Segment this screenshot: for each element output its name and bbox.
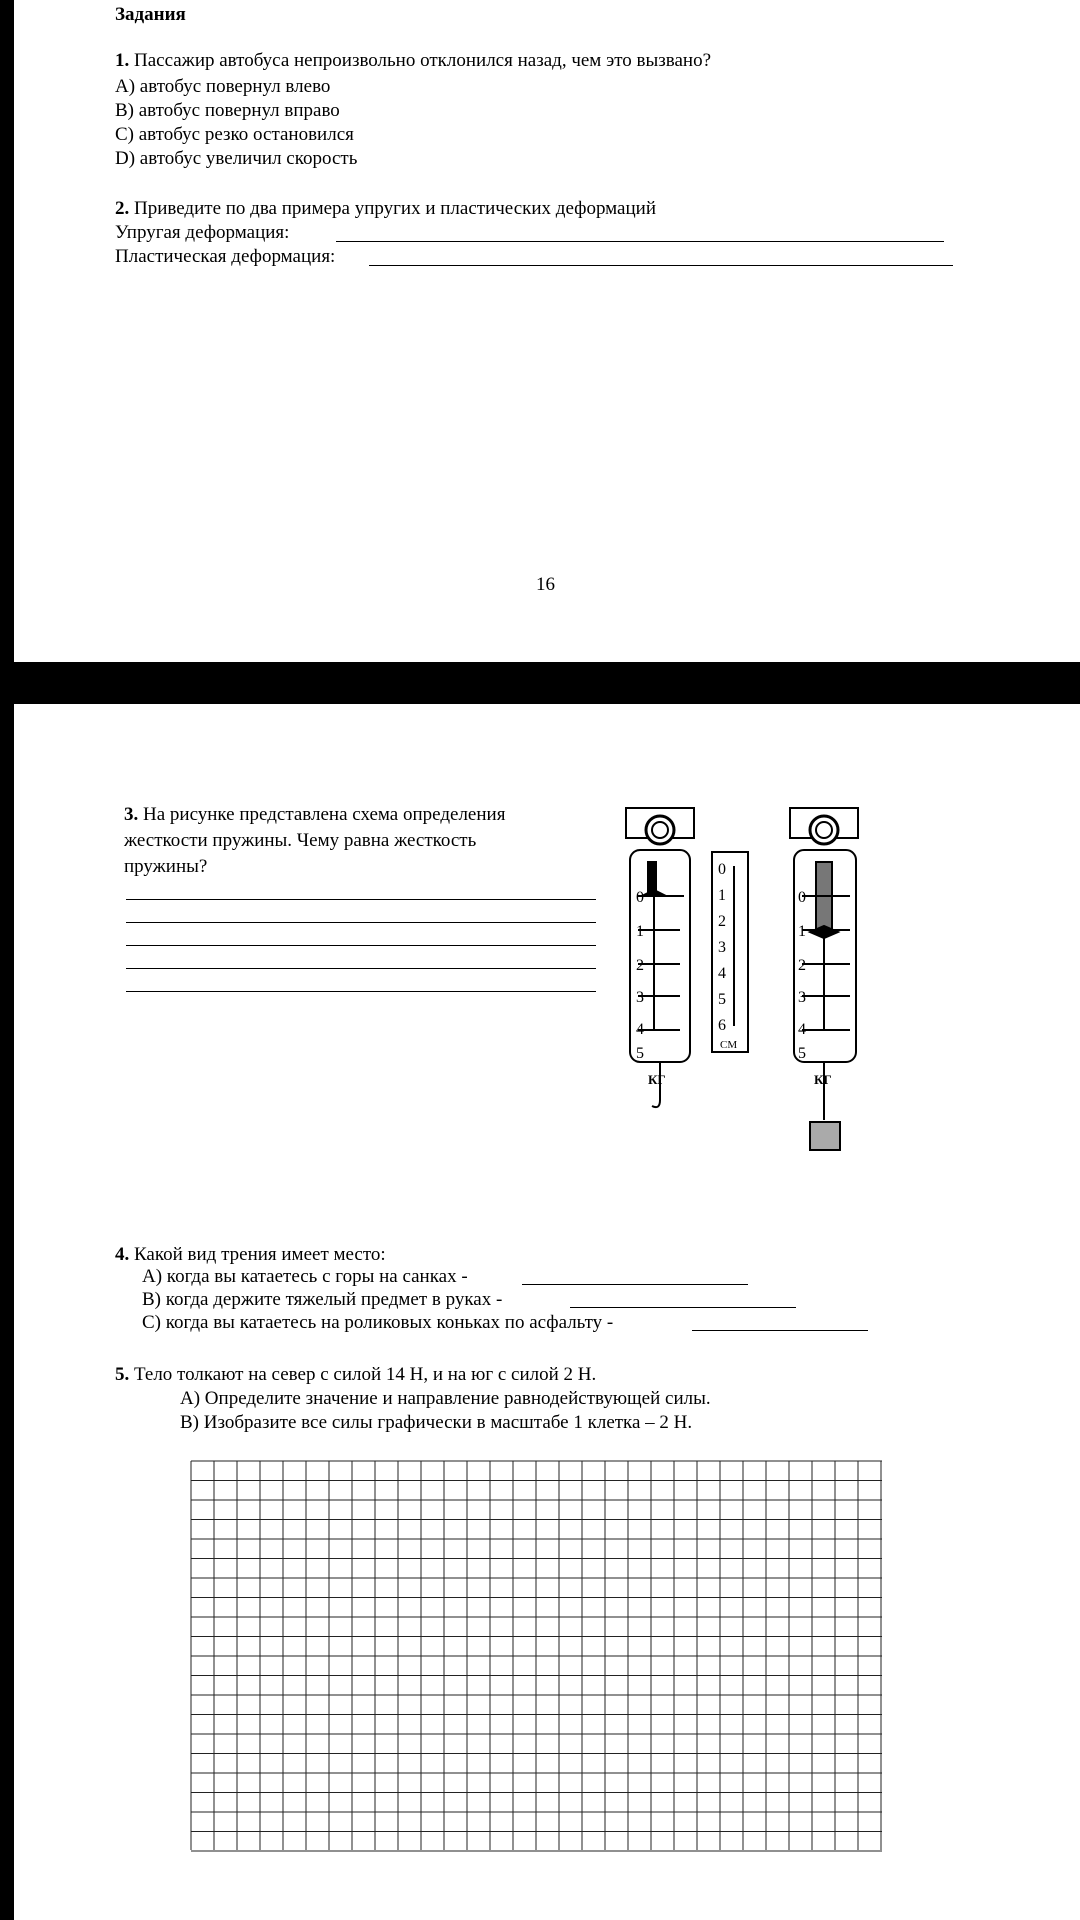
plastic-deformation-label: Пластическая деформация: (115, 246, 336, 267)
ruler-1: 1 (718, 887, 726, 904)
elastic-deformation-label: Упругая деформация: (115, 222, 290, 243)
elastic-deformation-row (115, 222, 289, 244)
question-2-number: 2. (115, 198, 130, 219)
question-3-line-1 (124, 804, 505, 826)
right-scale-1: 1 (798, 923, 806, 940)
left-scale-3: 3 (636, 989, 644, 1006)
left-spring (648, 862, 656, 892)
right-scale-3: 3 (798, 989, 806, 1006)
plastic-deformation-row (115, 246, 335, 268)
question-1-number: 1. (115, 50, 130, 71)
elastic-answer-line[interactable] (336, 241, 944, 242)
question-2 (115, 198, 656, 220)
left-scale-1: 1 (636, 923, 644, 940)
graph-paper-grid[interactable] (190, 1460, 884, 1852)
question-5-number: 5. (115, 1364, 130, 1385)
spring-scale-figure (614, 804, 874, 1164)
question-5 (115, 1364, 596, 1386)
ruler-3: 3 (718, 939, 726, 956)
question-3-answer-line-3[interactable] (126, 945, 596, 946)
right-scale-5: 5 (798, 1045, 806, 1062)
question-3-number: 3. (124, 804, 139, 825)
right-scale-0: 0 (798, 889, 806, 906)
question-3-answer-line-2[interactable] (126, 922, 596, 923)
question-1 (115, 50, 711, 72)
question-1-option-c: С) автобус резко остановился (115, 124, 354, 145)
worksheet-page-2 (14, 704, 1080, 1920)
ruler-5: 5 (718, 991, 726, 1008)
left-unit-kg: КГ (648, 1072, 666, 1087)
ruler-4: 4 (718, 965, 726, 982)
ruler-2: 2 (718, 913, 726, 930)
plastic-answer-line[interactable] (369, 265, 953, 266)
question-5-part-a: А) Определите значение и направление равнодействующей силы. (180, 1388, 711, 1409)
question-1-text: Пассажир автобуса непроизвольно отклонился назад, чем это вызвано? (134, 50, 712, 71)
question-5-part-b: В) Изобразите все силы графически в масштабе 1 клетка – 2 Н. (180, 1412, 693, 1433)
question-4-option-b: В) когда держите тяжелый предмет в руках - (142, 1289, 503, 1310)
page-number: 16 (536, 574, 555, 595)
question-3-answer-line-1[interactable] (126, 899, 596, 900)
question-2-text: Приведите по два примера упругих и пластических деформаций (134, 198, 656, 219)
tasks-heading: Задания (115, 4, 186, 25)
right-scale-4: 4 (798, 1021, 806, 1038)
weight (810, 1122, 840, 1150)
question-4-option-a: А) когда вы катаетесь с горы на санках - (142, 1266, 468, 1287)
question-4-answer-c[interactable] (692, 1330, 868, 1331)
question-3-text-1: На рисунке представлена схема определения (143, 804, 506, 825)
question-3-line-2: жесткости пружины. Чему равна жесткость (124, 830, 477, 851)
left-scale-2: 2 (636, 957, 644, 974)
right-unit-kg: КГ (814, 1072, 832, 1087)
question-4-text: Какой вид трения имеет место: (134, 1244, 386, 1265)
left-scale-4: 4 (636, 1021, 644, 1038)
ruler-0: 0 (718, 861, 726, 878)
worksheet-page-1 (14, 0, 1080, 662)
question-4-answer-b[interactable] (570, 1307, 796, 1308)
question-3-line-3: пружины? (124, 856, 208, 877)
ruler-6: 6 (718, 1017, 726, 1034)
question-3-answer-line-4[interactable] (126, 968, 596, 969)
question-1-option-b: В) автобус повернул вправо (115, 100, 340, 121)
right-scale-2: 2 (798, 957, 806, 974)
question-4-option-c: С) когда вы катаетесь на роликовых коньках по асфальту - (142, 1312, 614, 1333)
left-scale-5: 5 (636, 1045, 644, 1062)
ruler-unit-cm: СМ (720, 1039, 738, 1051)
question-4-number: 4. (115, 1244, 130, 1265)
question-1-option-d: D) автобус увеличил скорость (115, 148, 358, 169)
question-4 (115, 1244, 386, 1266)
question-3-answer-line-5[interactable] (126, 991, 596, 992)
question-5-text: Тело толкают на север с силой 14 Н, и на юг с силой 2 Н. (134, 1364, 597, 1385)
left-scale-0: 0 (636, 889, 644, 906)
question-4-answer-a[interactable] (522, 1284, 748, 1285)
question-1-option-a: А) автобус повернул влево (115, 76, 331, 97)
